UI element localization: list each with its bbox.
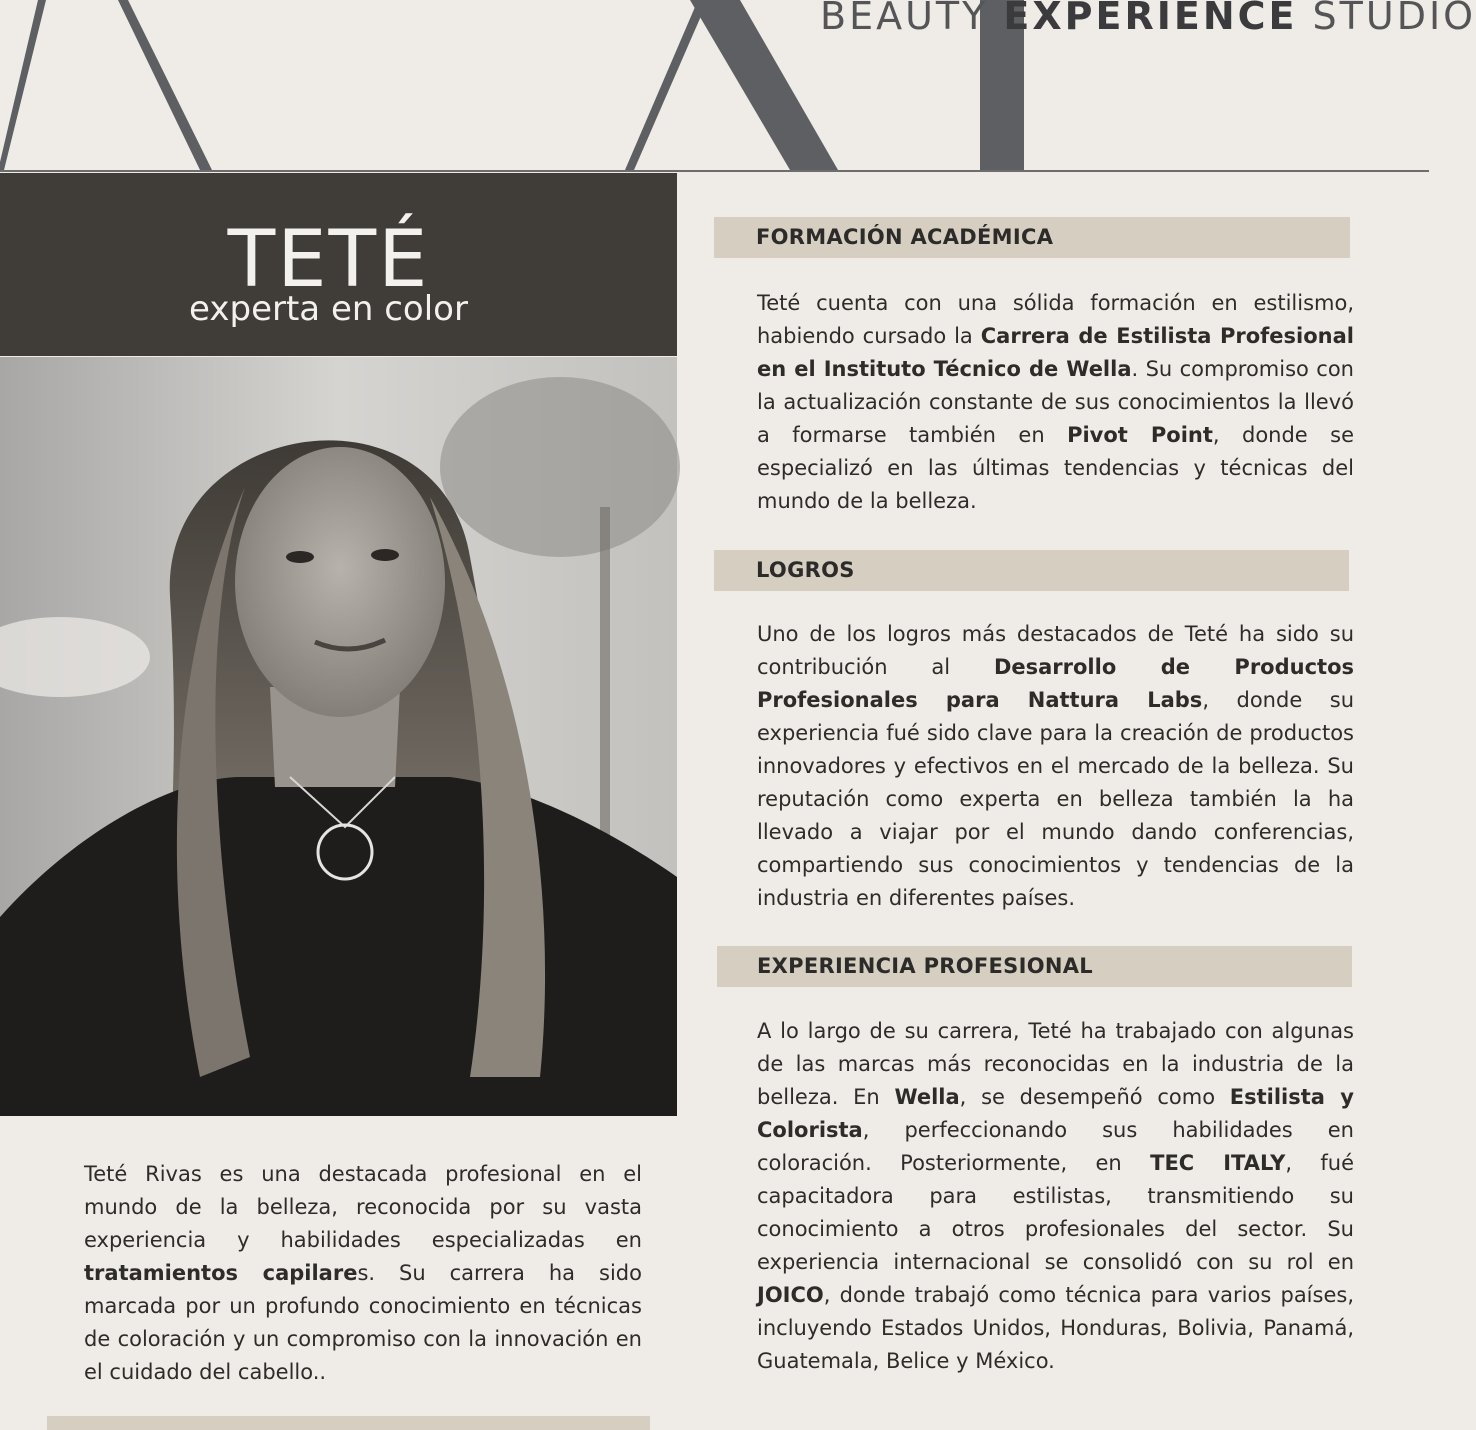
section-header-formacion	[714, 217, 1350, 258]
logros-paragraph: Uno de los logros más destacados de Teté ha sido su contribución al Desarrollo de Productos Profesionales para Nattura Labs, donde su experiencia fué sido clave para la creación de productos innovadores y efectivos en el mercado de la belleza. Su reputación como experta en belleza también la ha llevado a viajar por el mundo dando conferencias, compartiendo sus conocimientos y tendencias de la industria en diferentes países.	[757, 622, 1355, 910]
section-header-experiencia	[717, 946, 1352, 987]
section-title-logros: LOGROS	[756, 558, 855, 582]
bottom-divider-bar	[47, 1416, 650, 1430]
profile-name: TETÉ	[227, 215, 430, 305]
header-rule	[0, 170, 1429, 172]
page-header	[0, 0, 1476, 172]
experiencia-paragraph: A lo largo de su carrera, Teté ha trabajado con algunas de las marcas más reconocidas en la industria de la belleza. En Wella, se desempeñó como Estilista y Colorista, perfeccionando sus habilidades en coloración. Posteriormente, en TEC ITALY, fué capacitadora para estilistas, transmitiendo su conocimiento a otros profesionales del sector. Su experiencia internacional se consolidó con su rol en JOICO, donde trabajó como técnica para varios países, incluyendo Estados Unidos, Honduras, Bolivia, Panamá, Guatemala, Belice y México.	[757, 1019, 1354, 1373]
portrait-photo	[0, 357, 677, 1116]
section-header-logros	[714, 550, 1349, 591]
profile-subtitle: experta en color	[189, 289, 468, 329]
portrait-illustration	[0, 357, 677, 1116]
section-title-formacion: FORMACIÓN ACADÉMICA	[756, 225, 1054, 249]
intro-paragraph: Teté Rivas es una destacada profesional en el mundo de la belleza, reconocida por su vasta experiencia y habilidades especializadas en tratamientos capilares. Su carrera ha sido marcada por un profundo conocimiento en técnicas de coloración y un compromiso con la innovación en el cuidado del cabello..	[84, 1162, 642, 1384]
formacion-paragraph: Teté cuenta con una sólida formación en estilismo, habiendo cursado la Carrera de Estilista Profesional en el Instituto Técnico de Wella. Su compromiso con la actualización constante de sus conocimientos la llevó a formarse también en Pivot Point, donde se especializó en las últimas tendencias y técnicas del mundo de la belleza.	[757, 291, 1355, 513]
section-title-experiencia: EXPERIENCIA PROFESIONAL	[757, 954, 1093, 978]
brand-tagline: BEAUTY EXPERIENCE STUDIO	[820, 0, 1476, 38]
title-box	[0, 173, 677, 356]
